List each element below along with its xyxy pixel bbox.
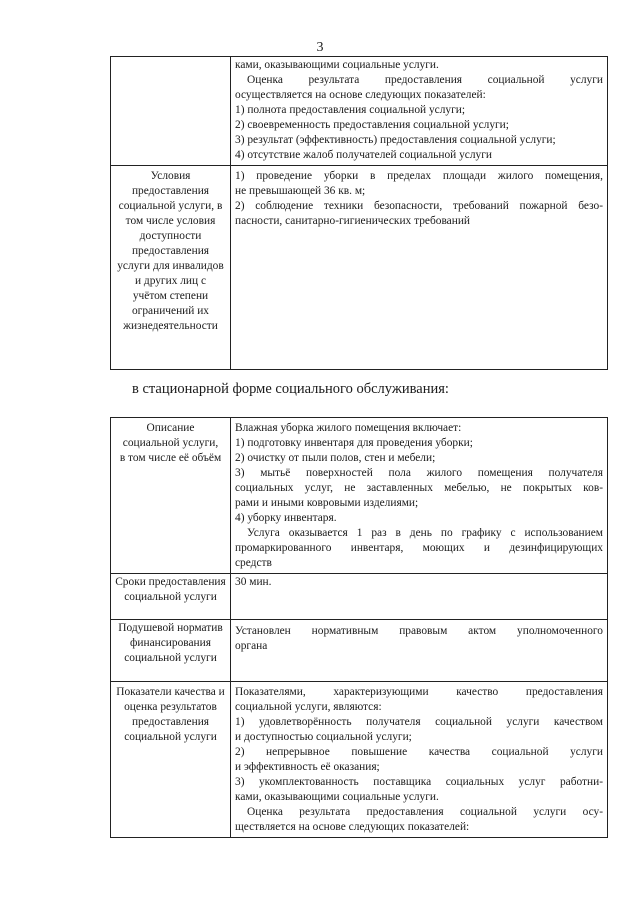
table-row [111,166,608,370]
text-line: осуществляется на основе следующих показателей: [235,89,486,101]
quality-indicators-label: Показатели качества и оценка результатов предоставления социальной услуги [111,682,231,838]
text-line: социальных услуг, не заставленных мебелью, не покрытых ков- [235,482,603,494]
funding-label: Подушевой норматив финансирования социальной услуги [111,620,231,682]
table-row [111,57,608,166]
table-cell-empty [111,57,231,166]
terms-label: Сроки предоставления социальной услуги [111,574,231,620]
text-line: Установлен нормативным правовым актом уполномоченного [235,625,603,637]
conditions-cell [231,166,608,370]
conditions-label: Условия предоставления социальной услуги, в том числе условия доступности предоставления услуги для инвалидов и других лиц с учётом степени ограничений их жизнедеятельности [111,166,231,370]
quality-indicators-cell [231,682,608,838]
terms-cell [231,574,608,620]
table-row [111,574,608,620]
table-row [111,620,608,682]
text-line: 30 мин. [235,576,272,588]
text-line: 1) полнота предоставления социальной услуги; [235,104,466,116]
text-line: промаркированного инвентаря, моющих и дезинфицирующих [235,542,603,554]
text-line: 2) очистку от пыли полов, стен и мебели; [235,452,436,464]
text-line: 3) укомплектованность поставщика социальных услуг работни- [235,776,603,788]
text-line: 3) мытьё поверхностей пола жилого помещения получателя [235,467,603,479]
text-line: не превышающей 36 кв. м; [235,185,366,197]
service-table-stationary [110,417,608,838]
text-line: 2) своевременность предоставления социальной услуги; [235,119,509,131]
table-row [111,682,608,838]
table-row [111,418,608,574]
description-label: Описание социальной услуги, в том числе её объём [111,418,231,574]
text-line: 4) отсутствие жалоб получателей социальной услуги [235,149,493,161]
text-line: и эффективность её оказания; [235,761,380,773]
text-line: и доступностью социальной услуги; [235,731,412,743]
description-cell [231,418,608,574]
text-line: Оценка результата предоставления социальной услуги осу- [247,806,603,818]
service-table-continued [110,56,608,370]
text-line: Показателями, характеризующими качество предоставления [235,686,603,698]
page-number: 3 [316,40,324,55]
text-line: 1) подготовку инвентаря для проведения уборки; [235,437,473,449]
text-line: пасности, санитарно-гигиенических требований [235,215,471,227]
text-line: ками, оказывающими социальные услуги. [235,59,439,71]
quality-evaluation-cell [231,57,608,166]
text-line: органа [235,640,268,652]
text-line: ществляется на основе следующих показателей: [235,821,470,833]
text-line: Услуга оказывается 1 раз в день по графику с использованием [247,527,603,539]
text-line: 3) результат (эффективность) предоставления социальной услуги; [235,134,556,146]
text-line: 1) проведение уборки в пределах площади жилого помещения, [235,170,603,182]
text-line: 1) удовлетворённость получателя социальной услуги качеством [235,716,603,728]
funding-cell [231,620,608,682]
section-heading: в стационарной форме социального обслуживания: [132,381,449,397]
text-line: 2) непрерывное повышение качества социальной услуги [235,746,603,758]
text-line: рами и иными ковровыми изделиями; [235,497,419,509]
text-line: Влажная уборка жилого помещения включает: [235,422,462,434]
text-line: социальной услуги, являются: [235,701,382,713]
text-line: 4) уборку инвентаря. [235,512,337,524]
text-line: Оценка результата предоставления социальной услуги [247,74,603,86]
text-line: 2) соблюдение техники безопасности, требований пожарной безо- [235,200,603,212]
text-line: средств [235,557,272,569]
text-line: ками, оказывающими социальные услуги. [235,791,439,803]
